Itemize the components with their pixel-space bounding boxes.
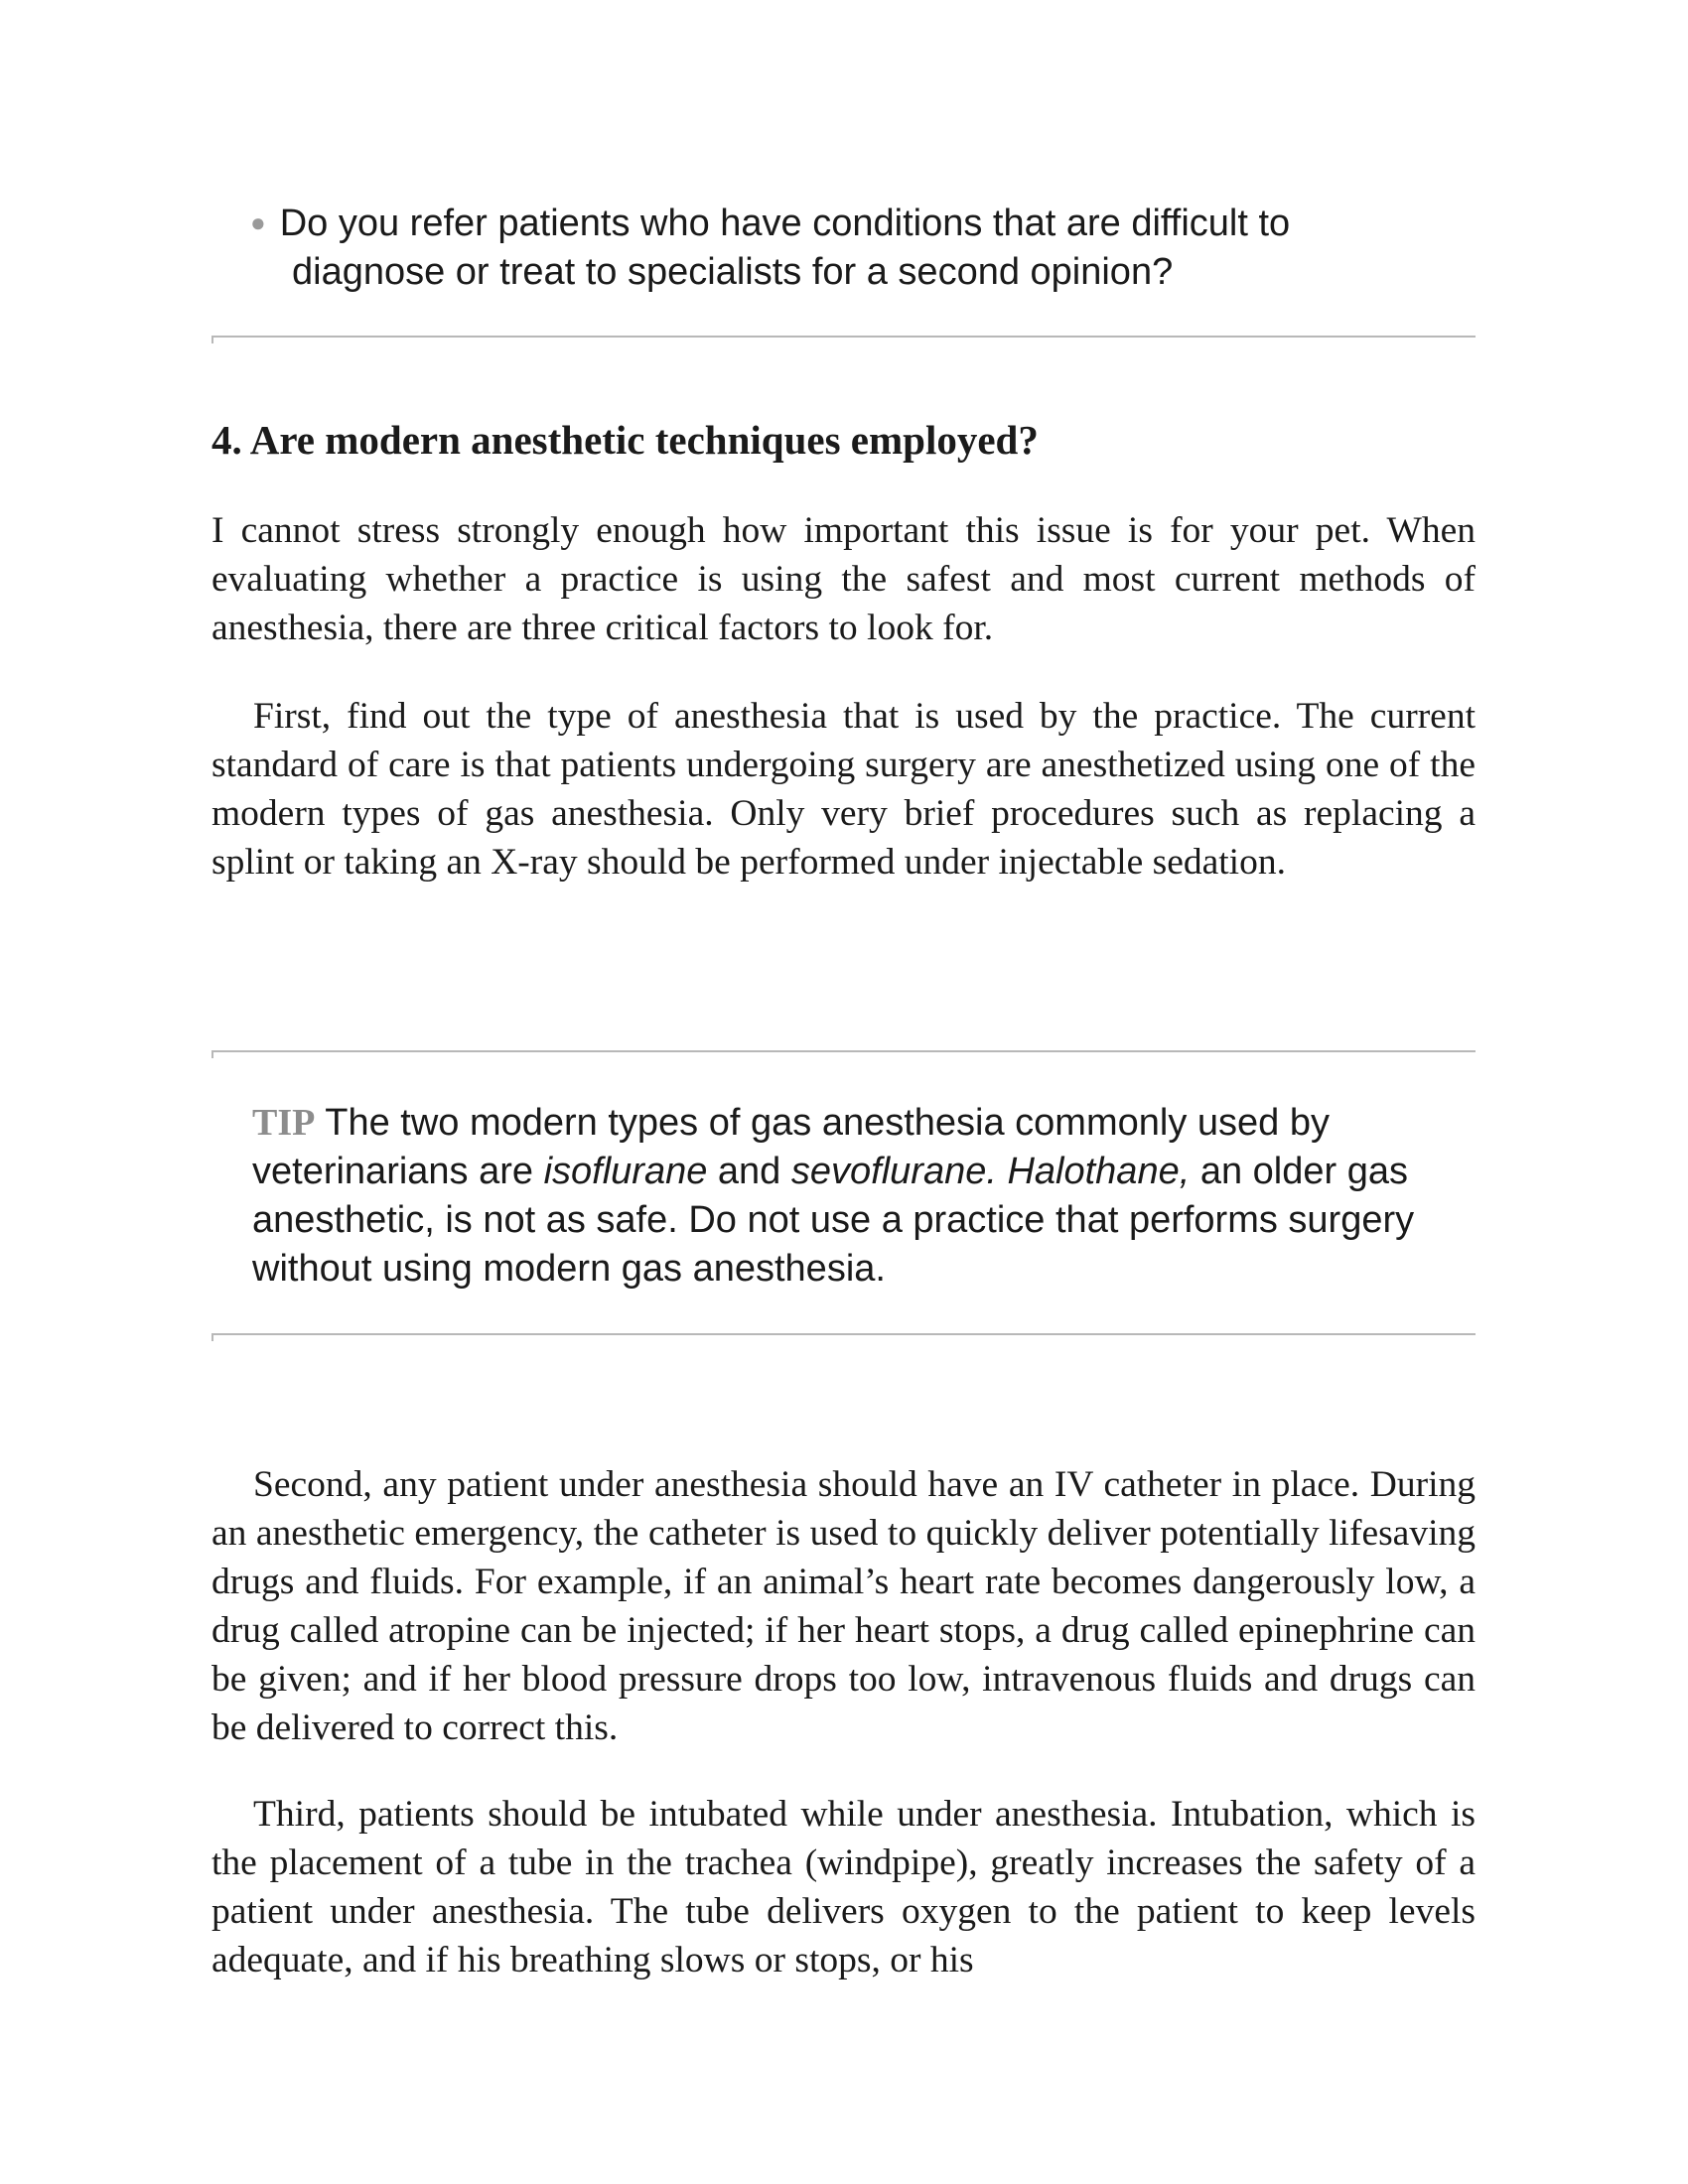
bullet-line-2: diagnose or treat to specialists for a second opinion? (292, 251, 1174, 293)
tip-text-c: an older gas anesthetic, is not as safe. Do not use a practice that performs surgery without using modern gas anesthesia. (252, 1151, 1415, 1290)
tip-term-isoflurane: isoflurane (543, 1151, 708, 1192)
section-heading: 4. Are modern anesthetic techniques employed? (211, 417, 1039, 463)
tip-divider-bottom (212, 1333, 1476, 1335)
tip-label: TIP (252, 1102, 316, 1144)
third-factor-paragraph: Third, patients should be intubated while under anesthesia. Intubation, which is the placement of a tube in the trachea (windpipe), greatly increases the safety of a patient under anesthesia. The tube delivers oxygen to the patient to keep levels adequate, and if his breathing slows or stops, or his (211, 1794, 1476, 1980)
tip-text-a: The two modern types of gas anesthesia commonly used by veterinarians are (252, 1102, 1330, 1192)
bullet-line-1: Do you refer patients who have conditions that are difficult to (279, 203, 1291, 244)
second-factor-paragraph: Second, any patient under anesthesia should have an IV catheter in place. During an anesthetic emergency, the catheter is used to quickly deliver potentially lifesaving drugs and fluids. For example, if an animal’s heart rate becomes dangerously low, a drug called atropine can be injected; if her heart stops, a drug called epinephrine can be given; and if her blood pressure drops too low, intravenous fluids and drugs can be delivered to correct this. (211, 1464, 1476, 1748)
first-factor-paragraph: First, find out the type of anesthesia that is used by the practice. The current standard of care is that patients undergoing surgery are anesthetized using one of the modern types of gas anesthesia. Only very brief procedures such as replacing a splint or taking an X-ray should be performed under injectable sedation. (211, 696, 1476, 883)
tip-box (252, 1099, 1434, 1294)
intro-paragraph: I cannot stress strongly enough how important this issue is for your pet. When evaluating whether a practice is using the safest and most current methods of anesthesia, there are three critical factors to look for. (211, 510, 1476, 648)
bullet-item (250, 199, 1442, 297)
bullet-dot-icon: ● (250, 207, 266, 237)
tip-term-sevoflurane-halothane: sevoflurane. Halothane, (790, 1151, 1191, 1192)
tip-divider-top (212, 1050, 1476, 1052)
section-divider-top (212, 336, 1476, 338)
tip-text-b: and (707, 1151, 791, 1192)
